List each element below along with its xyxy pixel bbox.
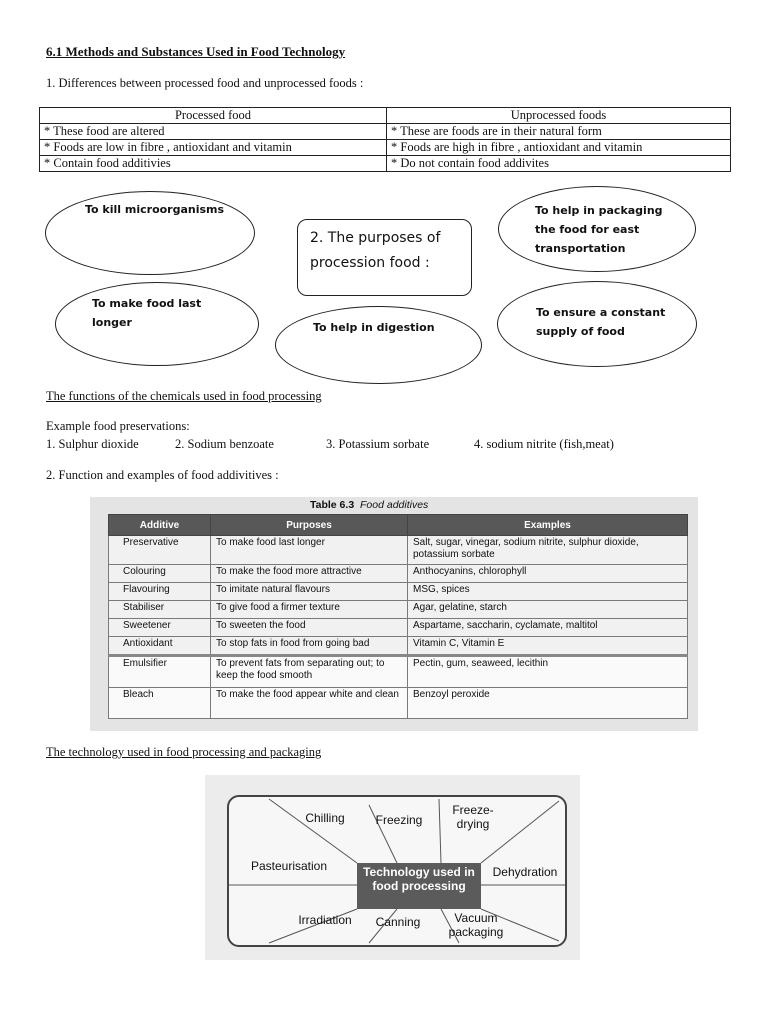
table-cell: Anthocyanins, chlorophyll (408, 565, 688, 583)
preservation-item: 1. Sulphur dioxide (46, 437, 139, 451)
table-cell: To make the food more attractive (211, 565, 408, 583)
table-cell: Stabiliser (109, 601, 211, 619)
additives-intro: 2. Function and examples of food addivitives : (46, 468, 279, 482)
tech-irradiation: Irradiation (298, 913, 352, 927)
table-cell: Sweetener (109, 619, 211, 637)
technology-heading: The technology used in food processing and packaging (46, 745, 322, 759)
table-row (109, 536, 688, 565)
food-additives-table (108, 514, 688, 719)
table-row (109, 656, 688, 688)
preservations-label: Example food preservations: (46, 419, 190, 433)
table-cell: Salt, sugar, vinegar, sodium nitrite, sulphur dioxide, potassium sorbate (408, 536, 688, 565)
table-cell: To stop fats in food from going bad (211, 637, 408, 656)
table-row (40, 124, 731, 140)
table-row (109, 601, 688, 619)
table-cell: Flavouring (109, 583, 211, 601)
table-row (109, 619, 688, 637)
table-cell: * These are foods are in their natural form (387, 124, 731, 140)
purposes-center-box (297, 219, 472, 296)
preservation-item: 3. Potassium sorbate (326, 437, 430, 451)
preservation-item: 4. sodium nitrite (fish,meat) (474, 437, 614, 451)
purpose-constant-supply: To ensure a constant supply of food (536, 306, 666, 338)
table-cell: To make food last longer (211, 536, 408, 565)
tech-dehydration: Dehydration (492, 865, 558, 879)
table-row (40, 140, 731, 156)
food-additives-scan (90, 497, 698, 731)
section1-intro: 1. Differences between processed food and unprocessed foods : (46, 76, 364, 90)
purpose-digestion: To help in digestion (313, 321, 435, 334)
tech-vacuum-packaging: Vacuum packaging (448, 911, 504, 939)
table-cell: Emulsifier (109, 656, 211, 688)
tech-freeze-drying: Freeze-drying (452, 803, 494, 831)
table-cell: Benzoyl peroxide (408, 688, 688, 719)
purpose-packaging-transport: To help in packaging the food for east transportation (535, 204, 663, 255)
tech-freezing: Freezing (375, 813, 423, 827)
technology-center: Technology used in food processing (357, 863, 481, 909)
technology-frame (227, 795, 567, 947)
table-cell: * Contain food additivies (40, 156, 387, 172)
table-header-cell: Processed food (40, 108, 387, 124)
page-title: 6.1 Methods and Substances Used in Food Technology (46, 44, 346, 59)
tech-chilling: Chilling (305, 811, 345, 825)
table-cell: Antioxidant (109, 637, 211, 656)
table-header-cell: Additive (109, 515, 211, 536)
table-row (40, 156, 731, 172)
table-cell: MSG, spices (408, 583, 688, 601)
table-row (109, 688, 688, 719)
table-cell: To make the food appear white and clean (211, 688, 408, 719)
table-cell: To imitate natural flavours (211, 583, 408, 601)
table-cell: * Do not contain food addivites (387, 156, 731, 172)
table-caption: Food additives (360, 499, 429, 511)
technology-diagram (205, 775, 580, 960)
table-cell: Colouring (109, 565, 211, 583)
table-cell: To give food a firmer texture (211, 601, 408, 619)
preservation-item: 2. Sodium benzoate (175, 437, 274, 451)
additives-table-title (310, 499, 428, 511)
table-header-row (109, 515, 688, 536)
table-cell: * Foods are high in fibre , antioxidant and vitamin (387, 140, 731, 156)
processed-vs-unprocessed-table (39, 107, 731, 172)
tech-canning: Canning (375, 915, 421, 929)
table-cell: * These food are altered (40, 124, 387, 140)
table-header-cell: Unprocessed foods (387, 108, 731, 124)
table-row (109, 637, 688, 656)
table-number: Table 6.3 (310, 499, 355, 511)
table-header-cell: Examples (408, 515, 688, 536)
purpose-last-longer: To make food last longer (92, 297, 202, 329)
table-cell: Pectin, gum, seaweed, lecithin (408, 656, 688, 688)
table-cell: To prevent fats from separating out; to keep the food smooth (211, 656, 408, 688)
purposes-title: 2. The purposes of procession food : (310, 230, 441, 271)
chemicals-heading: The functions of the chemicals used in food processing (46, 389, 322, 403)
table-row (109, 583, 688, 601)
purpose-kill-microorganisms: To kill microorganisms (85, 203, 225, 216)
table-cell: Aspartame, saccharin, cyclamate, maltitol (408, 619, 688, 637)
table-row (109, 565, 688, 583)
table-cell: Agar, gelatine, starch (408, 601, 688, 619)
table-cell: Vitamin C, Vitamin E (408, 637, 688, 656)
table-cell: * Foods are low in fibre , antioxidant and vitamin (40, 140, 387, 156)
table-cell: To sweeten the food (211, 619, 408, 637)
table-header-cell: Purposes (211, 515, 408, 536)
table-cell: Bleach (109, 688, 211, 719)
table-header-row (40, 108, 731, 124)
tech-pasteurisation: Pasteurisation (250, 859, 328, 873)
table-cell: Preservative (109, 536, 211, 565)
